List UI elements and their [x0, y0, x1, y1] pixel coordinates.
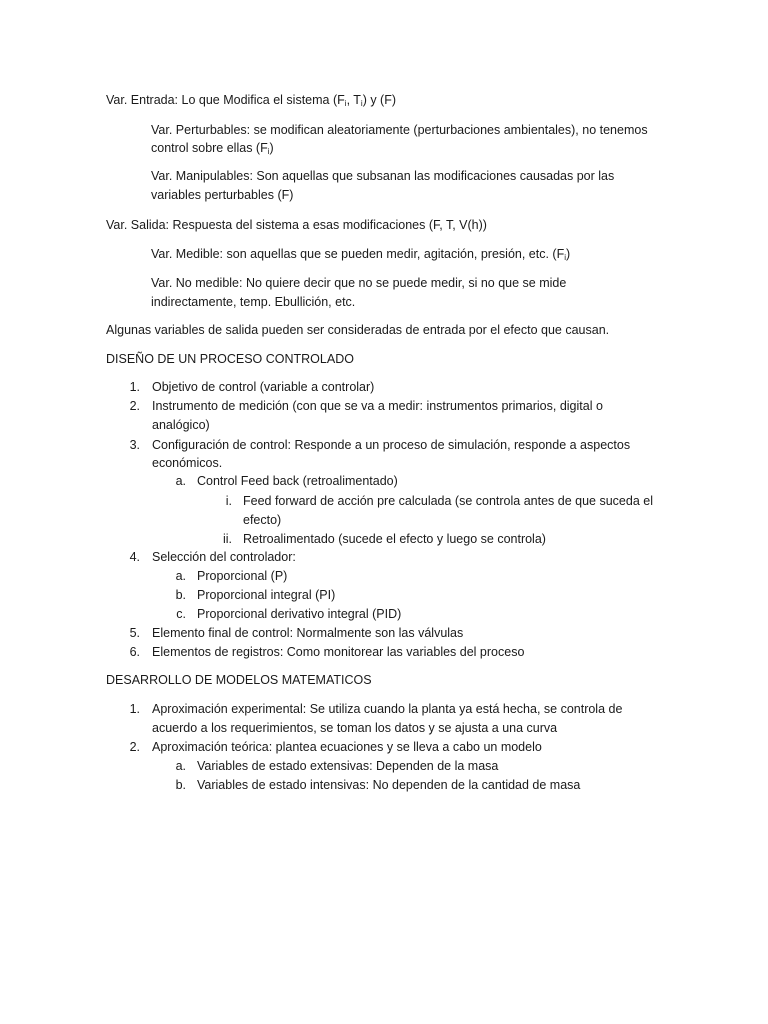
list-number: 1. [129, 702, 140, 716]
list-roman: i. [225, 494, 232, 508]
var-entrada-text: ) y (F) [362, 93, 397, 107]
list-text: Aproximación teórica: plantea ecuaciones y se lleva a cabo un modelo [152, 740, 542, 754]
list-text: Feed forward de acción pre calculada (se controla antes de que suceda el [243, 494, 653, 508]
list-letter: b. [175, 778, 186, 792]
subscript: i [267, 147, 270, 156]
list-roman: ii. [222, 532, 232, 546]
list-letter: b. [175, 588, 186, 602]
list-text: Selección del controlador: [152, 550, 296, 564]
list-text: Proporcional (P) [197, 569, 288, 583]
list-text: efecto) [243, 513, 282, 527]
perturbables-line1: Var. Perturbables: se modifican aleatoriamente (perturbaciones ambientales), no tenemos [151, 123, 648, 137]
list-letter: a. [175, 569, 186, 583]
var-salida-line: Var. Salida: Respuesta del sistema a esas modificaciones (F, T, V(h)) [106, 218, 487, 232]
manipulables-line1: Var. Manipulables: Son aquellas que subsanan las modificaciones causadas por las [151, 169, 615, 183]
var-entrada-text: , T [346, 93, 361, 107]
medible-text: Var. Medible: son aquellas que se pueden medir, agitación, presión, etc. (F [151, 247, 565, 261]
list-letter: c. [176, 607, 186, 621]
list-letter: a. [175, 474, 186, 488]
var-entrada-line [106, 91, 396, 110]
list-text: analógico) [152, 418, 210, 432]
list-number: 3. [129, 438, 140, 452]
list-text: Aproximación experimental: Se utiliza cuando la planta ya está hecha, se controla de [152, 702, 623, 716]
list-text: acuerdo a los requerimientos, se toman los datos y se ajusta a una curva [152, 721, 558, 735]
medible-text: ) [566, 247, 571, 261]
no-medible-line1: Var. No medible: No quiere decir que no se puede medir, si no que se mide [151, 276, 567, 290]
algunas-paragraph: Algunas variables de salida pueden ser consideradas de entrada por el efecto que causan. [106, 323, 610, 337]
var-entrada-text: Var. Entrada: Lo que Modifica el sistema (F [106, 93, 345, 107]
perturbables-text: ) [269, 141, 274, 155]
no-medible-line2: indirectamente, temp. Ebullición, etc. [151, 295, 356, 309]
list-letter: a. [175, 759, 186, 773]
perturbables-line2 [151, 139, 274, 158]
subscript: i [360, 99, 363, 108]
heading-diseno: DISEÑO DE UN PROCESO CONTROLADO [106, 352, 354, 366]
list-text: Proporcional derivativo integral (PID) [197, 607, 402, 621]
perturbables-text: control sobre ellas (F [151, 141, 268, 155]
list-text: Variables de estado extensivas: Dependen de la masa [197, 759, 499, 773]
list-number: 6. [129, 645, 140, 659]
list-text: Proporcional integral (PI) [197, 588, 336, 602]
manipulables-line2: variables perturbables (F) [151, 188, 294, 202]
list-text: Elementos de registros: Como monitorear las variables del proceso [152, 645, 525, 659]
list-number: 4. [129, 550, 140, 564]
list-text: Variables de estado intensivas: No dependen de la cantidad de masa [197, 778, 581, 792]
list-number: 2. [129, 399, 140, 413]
list-text: Instrumento de medición (con que se va a medir: instrumentos primarios, digital o [152, 399, 603, 413]
medible-line [151, 245, 570, 264]
list-text: Configuración de control: Responde a un proceso de simulación, responde a aspectos [152, 438, 631, 452]
subscript: i [564, 253, 566, 262]
heading-desarrollo: DESARROLLO DE MODELOS MATEMATICOS [106, 673, 372, 687]
subscript: i [344, 99, 347, 108]
list-number: 1. [129, 380, 140, 394]
list-text: Retroalimentado (sucede el efecto y luego se controla) [243, 532, 546, 546]
list-text: Elemento final de control: Normalmente son las válvulas [152, 626, 464, 640]
list-text: económicos. [152, 456, 223, 470]
list-number: 5. [129, 626, 140, 640]
list-text: Control Feed back (retroalimentado) [197, 474, 398, 488]
list-number: 2. [129, 740, 140, 754]
list-text: Objetivo de control (variable a controlar) [152, 380, 375, 394]
